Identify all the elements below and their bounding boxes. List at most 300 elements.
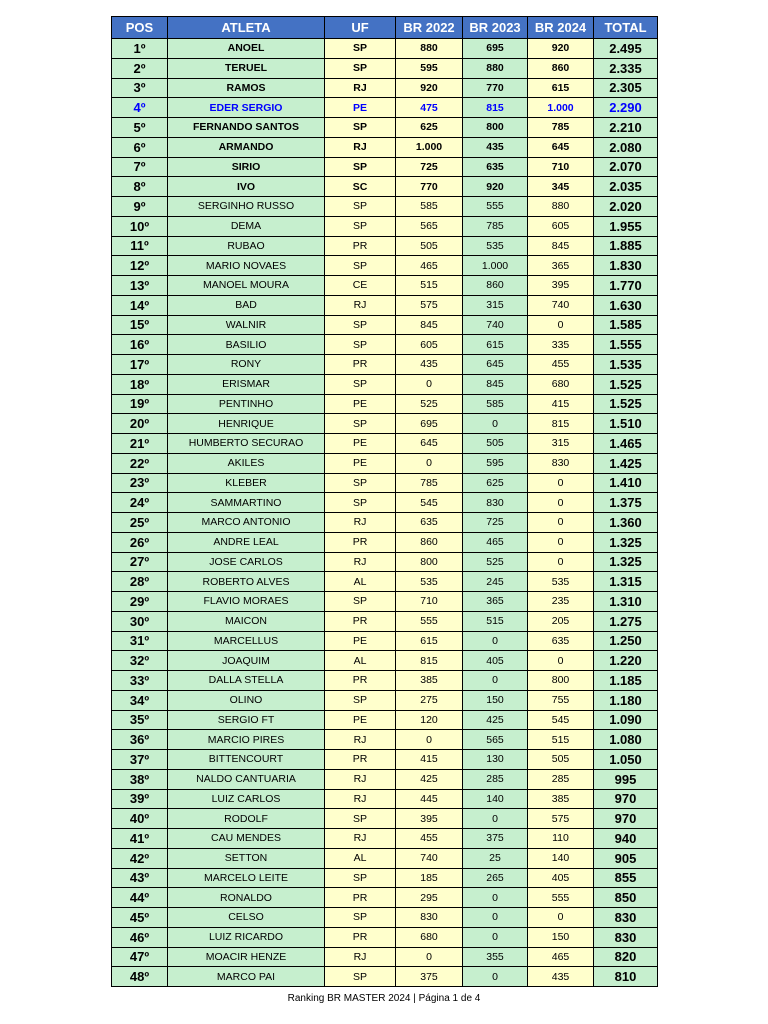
table-row [112, 848, 658, 868]
cell-athlete: AKILES [168, 453, 325, 473]
cell-br-2022: 525 [396, 394, 463, 414]
cell-br-2024: 815 [528, 414, 594, 434]
cell-br-2024: 545 [528, 710, 594, 730]
cell-pos: 16º [112, 335, 168, 355]
cell-br-2024: 415 [528, 394, 594, 414]
cell-total: 830 [594, 908, 658, 928]
cell-br-2022: 625 [396, 118, 463, 138]
cell-uf: RJ [325, 513, 396, 533]
cell-br-2022: 555 [396, 611, 463, 631]
cell-br-2023: 1.000 [463, 256, 528, 276]
ranking-body [112, 39, 658, 987]
cell-pos: 47º [112, 947, 168, 967]
table-row [112, 216, 658, 236]
cell-pos: 17º [112, 355, 168, 375]
cell-athlete: LUIZ CARLOS [168, 789, 325, 809]
cell-br-2023: 0 [463, 809, 528, 829]
cell-athlete: LUIZ RICARDO [168, 927, 325, 947]
cell-br-2024: 645 [528, 137, 594, 157]
cell-pos: 29º [112, 592, 168, 612]
table-row [112, 355, 658, 375]
cell-total: 970 [594, 809, 658, 829]
cell-uf: PE [325, 394, 396, 414]
cell-br-2022: 1.000 [396, 137, 463, 157]
cell-br-2024: 0 [528, 552, 594, 572]
cell-br-2023: 525 [463, 552, 528, 572]
cell-uf: AL [325, 651, 396, 671]
cell-br-2024: 830 [528, 453, 594, 473]
cell-athlete: SAMMARTINO [168, 493, 325, 513]
cell-br-2023: 265 [463, 868, 528, 888]
cell-athlete: IVO [168, 177, 325, 197]
cell-total: 1.525 [594, 374, 658, 394]
cell-br-2024: 755 [528, 690, 594, 710]
cell-br-2023: 595 [463, 453, 528, 473]
cell-br-2023: 770 [463, 78, 528, 98]
cell-total: 2.035 [594, 177, 658, 197]
cell-total: 1.410 [594, 473, 658, 493]
cell-br-2023: 695 [463, 39, 528, 59]
cell-br-2023: 0 [463, 927, 528, 947]
cell-br-2024: 205 [528, 611, 594, 631]
cell-athlete: HENRIQUE [168, 414, 325, 434]
cell-br-2024: 1.000 [528, 98, 594, 118]
cell-total: 2.305 [594, 78, 658, 98]
cell-br-2024: 710 [528, 157, 594, 177]
cell-athlete: SERGINHO RUSSO [168, 197, 325, 217]
cell-br-2023: 0 [463, 671, 528, 691]
header-total: TOTAL [594, 17, 658, 39]
cell-br-2023: 815 [463, 98, 528, 118]
table-row [112, 868, 658, 888]
cell-br-2023: 315 [463, 295, 528, 315]
cell-uf: RJ [325, 947, 396, 967]
cell-uf: AL [325, 572, 396, 592]
cell-pos: 31º [112, 631, 168, 651]
cell-uf: SP [325, 868, 396, 888]
cell-pos: 20º [112, 414, 168, 434]
cell-uf: SP [325, 809, 396, 829]
cell-br-2024: 435 [528, 967, 594, 987]
cell-total: 2.020 [594, 197, 658, 217]
cell-br-2024: 315 [528, 434, 594, 454]
cell-total: 1.275 [594, 611, 658, 631]
cell-br-2024: 0 [528, 651, 594, 671]
cell-total: 830 [594, 927, 658, 947]
table-row [112, 177, 658, 197]
cell-athlete: RAMOS [168, 78, 325, 98]
cell-pos: 30º [112, 611, 168, 631]
cell-br-2024: 505 [528, 750, 594, 770]
cell-athlete: OLINO [168, 690, 325, 710]
cell-br-2022: 920 [396, 78, 463, 98]
cell-br-2022: 0 [396, 730, 463, 750]
cell-pos: 48º [112, 967, 168, 987]
cell-br-2022: 120 [396, 710, 463, 730]
cell-uf: SP [325, 315, 396, 335]
cell-br-2022: 445 [396, 789, 463, 809]
cell-uf: RJ [325, 730, 396, 750]
table-row [112, 967, 658, 987]
cell-br-2022: 295 [396, 888, 463, 908]
cell-uf: SP [325, 118, 396, 138]
cell-br-2023: 0 [463, 908, 528, 928]
table-row [112, 829, 658, 849]
cell-athlete: BASILIO [168, 335, 325, 355]
cell-br-2022: 770 [396, 177, 463, 197]
cell-total: 1.080 [594, 730, 658, 750]
cell-uf: PR [325, 888, 396, 908]
cell-pos: 42º [112, 848, 168, 868]
cell-br-2023: 615 [463, 335, 528, 355]
cell-total: 850 [594, 888, 658, 908]
cell-br-2024: 110 [528, 829, 594, 849]
cell-uf: SP [325, 256, 396, 276]
cell-total: 1.525 [594, 394, 658, 414]
cell-uf: PE [325, 710, 396, 730]
cell-uf: SP [325, 493, 396, 513]
cell-uf: RJ [325, 78, 396, 98]
cell-pos: 19º [112, 394, 168, 414]
cell-athlete: MARIO NOVAES [168, 256, 325, 276]
cell-br-2024: 615 [528, 78, 594, 98]
table-row [112, 414, 658, 434]
cell-athlete: MARCELO LEITE [168, 868, 325, 888]
cell-br-2023: 625 [463, 473, 528, 493]
cell-uf: PE [325, 453, 396, 473]
cell-br-2022: 535 [396, 572, 463, 592]
cell-total: 2.290 [594, 98, 658, 118]
cell-br-2024: 740 [528, 295, 594, 315]
ranking-table [111, 16, 658, 987]
cell-br-2024: 785 [528, 118, 594, 138]
cell-br-2022: 385 [396, 671, 463, 691]
cell-pos: 32º [112, 651, 168, 671]
cell-pos: 36º [112, 730, 168, 750]
table-row [112, 197, 658, 217]
page-footer: Ranking BR MASTER 2024 | Página 1 de 4 [287, 993, 481, 1004]
cell-uf: AL [325, 848, 396, 868]
table-row [112, 690, 658, 710]
table-row [112, 58, 658, 78]
cell-br-2022: 635 [396, 513, 463, 533]
cell-pos: 39º [112, 789, 168, 809]
cell-br-2023: 285 [463, 769, 528, 789]
cell-uf: PR [325, 355, 396, 375]
cell-total: 1.375 [594, 493, 658, 513]
cell-br-2024: 0 [528, 493, 594, 513]
cell-athlete: PENTINHO [168, 394, 325, 414]
cell-br-2024: 0 [528, 908, 594, 928]
cell-athlete: DEMA [168, 216, 325, 236]
cell-br-2022: 815 [396, 651, 463, 671]
table-row [112, 611, 658, 631]
cell-uf: SP [325, 908, 396, 928]
cell-total: 1.185 [594, 671, 658, 691]
table-row [112, 394, 658, 414]
table-row [112, 809, 658, 829]
header-atleta: ATLETA [168, 17, 325, 39]
cell-br-2024: 235 [528, 592, 594, 612]
cell-br-2024: 920 [528, 39, 594, 59]
table-row [112, 631, 658, 651]
cell-br-2022: 425 [396, 769, 463, 789]
cell-uf: SP [325, 967, 396, 987]
cell-br-2023: 920 [463, 177, 528, 197]
cell-athlete: CELSO [168, 908, 325, 928]
table-row [112, 493, 658, 513]
cell-athlete: DALLA STELLA [168, 671, 325, 691]
table-row [112, 236, 658, 256]
cell-br-2023: 465 [463, 532, 528, 552]
cell-br-2022: 415 [396, 750, 463, 770]
cell-br-2023: 800 [463, 118, 528, 138]
cell-pos: 10º [112, 216, 168, 236]
cell-br-2022: 575 [396, 295, 463, 315]
cell-br-2022: 830 [396, 908, 463, 928]
cell-br-2022: 860 [396, 532, 463, 552]
cell-br-2024: 635 [528, 631, 594, 651]
cell-pos: 26º [112, 532, 168, 552]
cell-uf: PR [325, 927, 396, 947]
table-row [112, 592, 658, 612]
cell-br-2024: 150 [528, 927, 594, 947]
cell-total: 1.555 [594, 335, 658, 355]
cell-br-2022: 645 [396, 434, 463, 454]
cell-athlete: MARCO ANTONIO [168, 513, 325, 533]
cell-uf: PE [325, 434, 396, 454]
cell-br-2022: 680 [396, 927, 463, 947]
cell-athlete: HUMBERTO SECURAO [168, 434, 325, 454]
cell-br-2023: 355 [463, 947, 528, 967]
cell-athlete: CAU MENDES [168, 829, 325, 849]
table-row [112, 671, 658, 691]
cell-uf: PE [325, 631, 396, 651]
cell-br-2023: 740 [463, 315, 528, 335]
cell-athlete: NALDO CANTUARIA [168, 769, 325, 789]
cell-pos: 38º [112, 769, 168, 789]
cell-total: 1.325 [594, 552, 658, 572]
cell-br-2024: 880 [528, 197, 594, 217]
cell-uf: PR [325, 532, 396, 552]
cell-br-2024: 575 [528, 809, 594, 829]
cell-br-2023: 0 [463, 631, 528, 651]
cell-pos: 8º [112, 177, 168, 197]
table-row [112, 39, 658, 59]
table-row [112, 118, 658, 138]
cell-br-2023: 425 [463, 710, 528, 730]
table-row [112, 276, 658, 296]
cell-uf: CE [325, 276, 396, 296]
cell-pos: 43º [112, 868, 168, 888]
cell-uf: SP [325, 157, 396, 177]
cell-br-2023: 245 [463, 572, 528, 592]
cell-br-2024: 395 [528, 276, 594, 296]
cell-pos: 27º [112, 552, 168, 572]
cell-br-2024: 535 [528, 572, 594, 592]
table-row [112, 78, 658, 98]
cell-br-2023: 785 [463, 216, 528, 236]
cell-total: 2.495 [594, 39, 658, 59]
cell-athlete: ERISMAR [168, 374, 325, 394]
table-row [112, 473, 658, 493]
cell-br-2023: 0 [463, 967, 528, 987]
cell-br-2024: 0 [528, 315, 594, 335]
cell-uf: PR [325, 611, 396, 631]
cell-athlete: MARCIO PIRES [168, 730, 325, 750]
cell-br-2023: 565 [463, 730, 528, 750]
cell-br-2022: 0 [396, 374, 463, 394]
cell-pos: 11º [112, 236, 168, 256]
cell-br-2023: 555 [463, 197, 528, 217]
cell-uf: SP [325, 374, 396, 394]
table-row [112, 908, 658, 928]
cell-br-2024: 140 [528, 848, 594, 868]
cell-total: 820 [594, 947, 658, 967]
cell-br-2024: 365 [528, 256, 594, 276]
cell-total: 2.070 [594, 157, 658, 177]
cell-total: 1.220 [594, 651, 658, 671]
cell-total: 2.080 [594, 137, 658, 157]
cell-pos: 41º [112, 829, 168, 849]
cell-uf: RJ [325, 789, 396, 809]
cell-pos: 33º [112, 671, 168, 691]
cell-br-2023: 0 [463, 888, 528, 908]
cell-pos: 6º [112, 137, 168, 157]
table-row [112, 927, 658, 947]
cell-uf: RJ [325, 552, 396, 572]
cell-br-2022: 475 [396, 98, 463, 118]
cell-total: 905 [594, 848, 658, 868]
cell-total: 1.425 [594, 453, 658, 473]
cell-pos: 34º [112, 690, 168, 710]
cell-br-2023: 880 [463, 58, 528, 78]
cell-br-2024: 515 [528, 730, 594, 750]
table-row [112, 769, 658, 789]
cell-athlete: MOACIR HENZE [168, 947, 325, 967]
cell-pos: 15º [112, 315, 168, 335]
table-row [112, 315, 658, 335]
cell-pos: 44º [112, 888, 168, 908]
cell-total: 1.885 [594, 236, 658, 256]
table-row [112, 434, 658, 454]
table-row [112, 947, 658, 967]
cell-br-2024: 680 [528, 374, 594, 394]
cell-athlete: MARCELLUS [168, 631, 325, 651]
cell-br-2022: 185 [396, 868, 463, 888]
cell-athlete: FERNANDO SANTOS [168, 118, 325, 138]
cell-total: 2.210 [594, 118, 658, 138]
cell-br-2022: 800 [396, 552, 463, 572]
cell-athlete: ROBERTO ALVES [168, 572, 325, 592]
cell-pos: 28º [112, 572, 168, 592]
cell-total: 1.955 [594, 216, 658, 236]
cell-br-2023: 140 [463, 789, 528, 809]
cell-total: 1.585 [594, 315, 658, 335]
table-row [112, 335, 658, 355]
table-row [112, 710, 658, 730]
cell-athlete: SERGIO FT [168, 710, 325, 730]
cell-total: 1.325 [594, 532, 658, 552]
cell-br-2023: 845 [463, 374, 528, 394]
cell-pos: 2º [112, 58, 168, 78]
cell-total: 1.090 [594, 710, 658, 730]
cell-pos: 23º [112, 473, 168, 493]
cell-total: 1.770 [594, 276, 658, 296]
cell-br-2023: 365 [463, 592, 528, 612]
header-br-2024: BR 2024 [528, 17, 594, 39]
cell-pos: 7º [112, 157, 168, 177]
cell-br-2023: 860 [463, 276, 528, 296]
cell-br-2023: 830 [463, 493, 528, 513]
cell-pos: 21º [112, 434, 168, 454]
cell-uf: SP [325, 335, 396, 355]
header-pos: POS [112, 17, 168, 39]
table-row [112, 98, 658, 118]
cell-uf: SP [325, 592, 396, 612]
cell-pos: 35º [112, 710, 168, 730]
cell-br-2023: 25 [463, 848, 528, 868]
cell-pos: 37º [112, 750, 168, 770]
cell-br-2022: 725 [396, 157, 463, 177]
cell-br-2022: 0 [396, 947, 463, 967]
cell-br-2023: 130 [463, 750, 528, 770]
cell-uf: RJ [325, 295, 396, 315]
cell-athlete: JOSE CARLOS [168, 552, 325, 572]
cell-br-2022: 615 [396, 631, 463, 651]
cell-athlete: BITTENCOURT [168, 750, 325, 770]
cell-br-2024: 465 [528, 947, 594, 967]
cell-pos: 46º [112, 927, 168, 947]
cell-total: 1.360 [594, 513, 658, 533]
cell-uf: SP [325, 690, 396, 710]
cell-br-2022: 455 [396, 829, 463, 849]
cell-br-2022: 605 [396, 335, 463, 355]
cell-br-2024: 405 [528, 868, 594, 888]
cell-br-2024: 385 [528, 789, 594, 809]
table-row [112, 295, 658, 315]
cell-uf: SP [325, 39, 396, 59]
cell-br-2024: 455 [528, 355, 594, 375]
cell-pos: 3º [112, 78, 168, 98]
cell-pos: 4º [112, 98, 168, 118]
cell-br-2024: 285 [528, 769, 594, 789]
cell-athlete: RODOLF [168, 809, 325, 829]
cell-br-2023: 505 [463, 434, 528, 454]
cell-pos: 40º [112, 809, 168, 829]
cell-br-2023: 435 [463, 137, 528, 157]
cell-br-2024: 800 [528, 671, 594, 691]
table-row [112, 532, 658, 552]
table-row [112, 789, 658, 809]
cell-total: 1.315 [594, 572, 658, 592]
cell-athlete: WALNIR [168, 315, 325, 335]
cell-pos: 22º [112, 453, 168, 473]
cell-uf: SP [325, 216, 396, 236]
cell-br-2022: 435 [396, 355, 463, 375]
cell-athlete: TERUEL [168, 58, 325, 78]
cell-br-2022: 585 [396, 197, 463, 217]
cell-total: 2.335 [594, 58, 658, 78]
cell-br-2023: 515 [463, 611, 528, 631]
cell-br-2022: 880 [396, 39, 463, 59]
cell-pos: 13º [112, 276, 168, 296]
cell-total: 1.510 [594, 414, 658, 434]
cell-br-2023: 150 [463, 690, 528, 710]
cell-total: 1.310 [594, 592, 658, 612]
table-row [112, 552, 658, 572]
cell-athlete: RUBAO [168, 236, 325, 256]
